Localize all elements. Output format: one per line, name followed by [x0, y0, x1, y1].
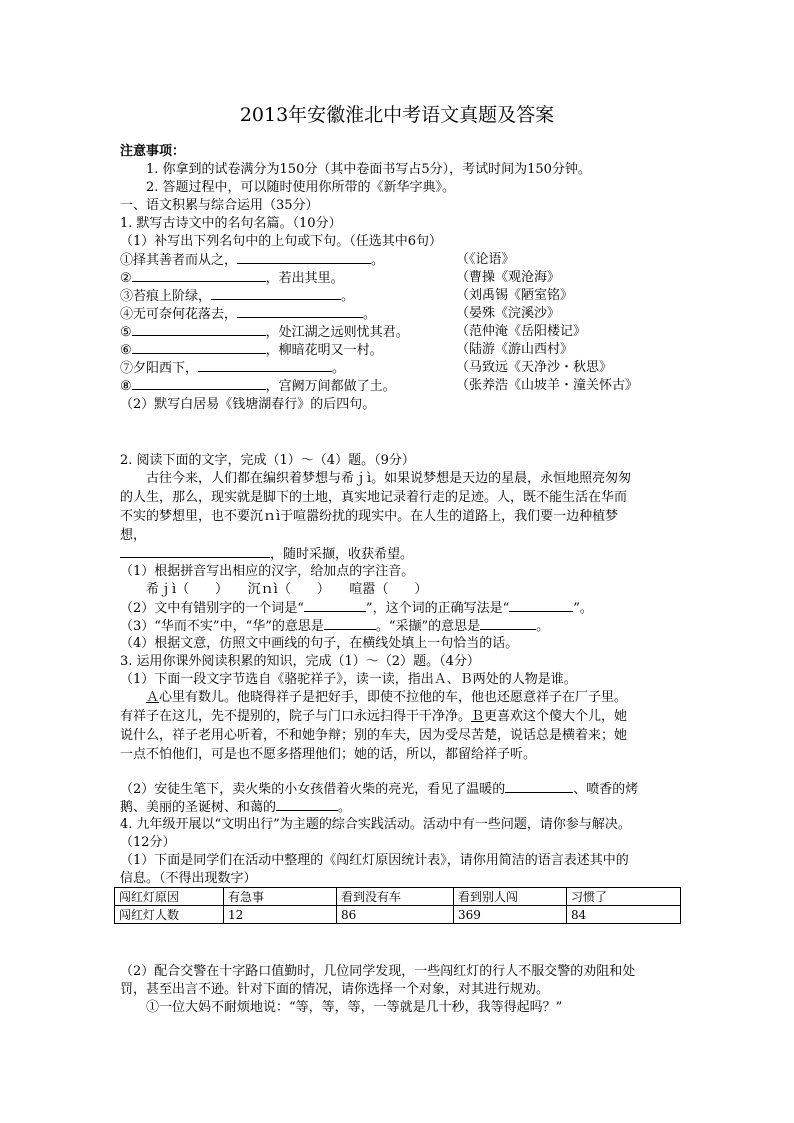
notice-heading: 注意事项： [120, 144, 186, 159]
table-header-cell: 有急事 [224, 888, 337, 906]
q1-stem: 1. 默写古诗文中的名句名篇。（10分） [120, 216, 342, 231]
q1-source-2: （曹操《观沧海》 [456, 270, 561, 285]
marker-b: Ｂ [471, 709, 485, 724]
table-cell: 12 [224, 906, 337, 924]
q1-source-6: （陆游《游山西村》 [456, 342, 574, 357]
answer-blank[interactable] [198, 359, 332, 372]
q2-paragraph-line: 的人生，那么，现实就是脚下的土地，真实地记录着行走的足迹。人，既不能生活在华而 [120, 490, 628, 505]
section-heading: 一、语文积累与综合运用（35分） [120, 198, 319, 213]
q2-sub3: （3）“华而不实”中，“华”的意思是 。“采撷”的意思是 。 [120, 619, 550, 634]
q2-sub2: （2）文中有错别字的一个词是“ ”，这个词的正确写法是“ ”。 [120, 601, 593, 616]
q3-sub2: （2）安徒生笔下，卖火柴的小女孩借着火柴的亮光，看见了温暖的 、喷香的烤 [120, 782, 639, 797]
q2-fill-line: ，随时采撷，收获希望。 [120, 545, 413, 564]
table-cell: 闯红灯人数 [115, 906, 224, 924]
q1-sub1: （1）补写出下列名句中的上句或下句。（任选其中6句） [120, 234, 443, 249]
answer-blank[interactable] [132, 377, 266, 390]
q1-item-3: ③苔痕上阶绿， 。 [120, 289, 355, 304]
q1-item-4: ④无可奈何花落去， 。 [120, 307, 377, 322]
q2-sub1-answers: 希ｊì（ ） 沉ｎì（ ） 喧嚣（ ） [146, 582, 428, 597]
table-cell: 369 [454, 906, 567, 924]
table-cell: 84 [567, 906, 681, 924]
answer-blank[interactable] [132, 323, 266, 336]
q1-item-6: ⑥ ，柳暗花明又一村。 [120, 343, 383, 358]
q4-sub2-cont: 罚，甚至出言不逊。针对下面的情况，请你选择一个对象，对其进行规劝。 [120, 982, 550, 997]
table-header-cell: 闯红灯原因 [115, 888, 224, 906]
q1-source-5: （范仲淹《岳阳楼记》 [456, 324, 587, 339]
red-light-stats-table [114, 887, 681, 924]
table-row [115, 906, 681, 924]
answer-blank[interactable] [480, 617, 536, 630]
q4-sub1: （1）下面是同学们在活动中整理的《闯红灯原因统计表》，请你用简洁的语言表述其中的 [120, 853, 629, 868]
q3-sub1: （1）下面一段文字节选自《骆驼祥子》，读一读，指出Ａ、Ｂ两处的人物是谁。 [120, 672, 577, 687]
answer-blank[interactable] [237, 251, 371, 264]
q1-source-4: （晏殊《浣溪沙》 [456, 306, 561, 321]
q4-sub1-cont: 信息。（不得出现数字） [120, 871, 257, 886]
q1-item-1: ①择其善者而从之， 。 [120, 253, 385, 268]
q1-item-8: ⑧ ，宫阙万间都做了土。 [120, 379, 396, 394]
q1-source-7: （马致远《天净沙・秋思》 [456, 360, 613, 375]
answer-blank[interactable] [120, 545, 270, 558]
q3-passage-line: 有祥子在这儿，先不提别的，院子与门口永远扫得干干净净。Ｂ更喜欢这个傻大个儿，她 [120, 709, 628, 724]
q1-sub2: （2）默写白居易《钱塘湖春行》的后四句。 [120, 397, 376, 412]
answer-blank[interactable] [237, 305, 363, 318]
q1-item-2: ② ，若出其里。 [120, 271, 344, 286]
table-header-cell: 看到别人闯 [454, 888, 567, 906]
q1-source-3: （刘禹锡《陋室铭》 [456, 288, 574, 303]
q1-source-8: （张养浩《山坡羊・潼关怀古》 [456, 378, 639, 393]
q3-sub2-cont: 鹅、美丽的圣诞树、和蔼的 。 [120, 800, 352, 815]
answer-blank[interactable] [509, 599, 573, 612]
marker-a: Ａ [146, 690, 160, 705]
table-header-cell: 习惯了 [567, 888, 681, 906]
answer-blank[interactable] [304, 599, 366, 612]
q2-sub1: （1）根据拼音写出相应的汉字，给加点的字注音。 [120, 564, 415, 579]
q4-stem: 4. 九年级开展以“文明出行”为主题的综合实践活动。活动中有一些问题，请你参与解决。 [120, 817, 631, 832]
q2-stem: 2. 阅读下面的文字，完成（1）～（4）题。（9分） [120, 453, 415, 468]
q1-source-1: （《论语》 [456, 252, 515, 267]
q3-stem: 3. 运用你课外阅读积累的知识，完成（1）～（2）题。（4分） [120, 654, 480, 669]
notice-item-2: 2. 答题过程中，可以随时使用你所带的《新华字典》。 [146, 180, 456, 195]
q3-passage-line: 说什么，祥子老用心听着，不和她争辩；别的车夫，因为受尽苦楚，说话总是横着来；她 [120, 728, 628, 743]
q1-item-7: ⑦夕阳西下， 。 [120, 361, 346, 376]
answer-blank[interactable] [505, 780, 573, 793]
q3-passage-line: Ａ心里有数儿。他晓得祥子是把好手，即使不拉他的车，他也还愿意祥子在厂子里。 [146, 690, 628, 705]
notice-item-1: 1. 你拿到的试卷满分为150分（其中卷面书写占5分），考试时间为150分钟。 [146, 162, 591, 177]
answer-blank[interactable] [211, 287, 341, 300]
q2-sub4: （4）根据文意，仿照文中画线的句子，在横线处填上一句恰当的话。 [120, 636, 519, 651]
q2-paragraph-line: 古往今来，人们都在编织着梦想与希ｊì。如果说梦想是天边的星晨，永恒地照亮匆匆 [146, 471, 632, 486]
table-header-cell: 看到没有车 [337, 888, 454, 906]
q4-score: （12分） [120, 835, 176, 850]
answer-blank[interactable] [324, 617, 376, 630]
table-cell: 86 [337, 906, 454, 924]
answer-blank[interactable] [276, 798, 338, 811]
page-title: 2013年安徽淮北中考语文真题及答案 [239, 104, 555, 126]
q4-sub2-case: ①一位大妈不耐烦地说：“等，等，等，一等就是几十秒，我等得起吗？” [146, 1000, 563, 1015]
table-header-row [115, 888, 681, 906]
q3-passage-line: 一点不怕他们，可是也不愿多搭理他们；她的话，所以，都留给祥子听。 [120, 747, 537, 762]
answer-blank[interactable] [132, 269, 266, 282]
q2-paragraph-line: 不实的梦想里，也不要沉ｎì于喧嚣纷扰的现实中。在人生的道路上，我们要一边种植梦 [120, 509, 619, 524]
answer-blank[interactable] [132, 341, 266, 354]
q1-item-5: ⑤ ，处江湖之远则忧其君。 [120, 325, 409, 340]
q4-sub2: （2）配合交警在十字路口值勤时，几位同学发现，一些闯红灯的行人不服交警的劝阻和处 [120, 964, 636, 979]
q2-paragraph-line: 想， [120, 528, 147, 543]
